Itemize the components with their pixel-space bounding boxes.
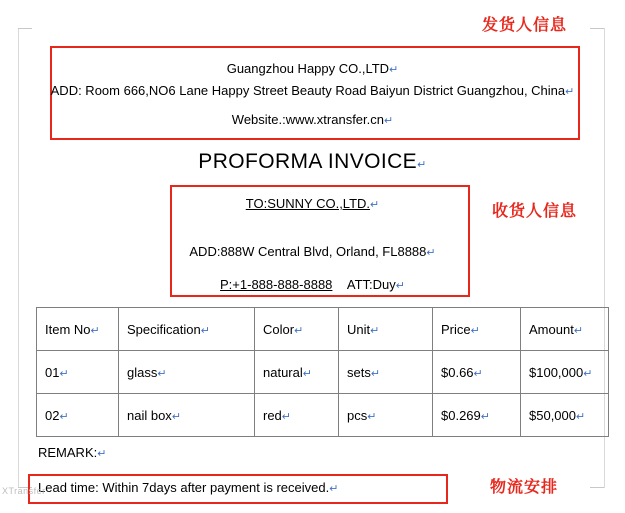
table-cell — [37, 351, 119, 394]
table-cell-text: 02 — [45, 407, 60, 423]
shipper-website-line — [0, 112, 625, 127]
page-corner-top-left — [18, 28, 32, 29]
table-cell — [119, 394, 255, 437]
page-corner-bottom-right — [590, 487, 604, 488]
table-cell-text: $0.269 — [441, 407, 481, 423]
consignee-phone-text: P:+1-888-888-8888 — [220, 277, 333, 292]
paragraph-mark: ↵ — [157, 367, 167, 380]
paragraph-mark: ↵ — [395, 280, 405, 292]
watermark-text: XTransfer — [2, 486, 46, 496]
lead-time-line — [38, 480, 338, 495]
table-header-row — [37, 308, 609, 351]
paragraph-mark: ↵ — [171, 410, 182, 423]
table-cell-text: glass — [127, 364, 158, 380]
table-header-cell — [37, 308, 119, 351]
consignee-attention-text: ATT:Duy — [346, 277, 396, 292]
table-row — [37, 394, 609, 437]
paragraph-mark: ↵ — [370, 324, 380, 337]
paragraph-mark: ↵ — [302, 367, 312, 380]
annotation-label-consignee: 收货人信息 — [492, 201, 578, 220]
consignee-contact-line — [0, 277, 625, 292]
table-cell — [339, 394, 433, 437]
annotation-label-logistics: 物流安排 — [490, 477, 559, 496]
paragraph-mark: ↵ — [367, 410, 377, 423]
paragraph-mark: ↵ — [97, 448, 107, 460]
shipper-company-text: Guangzhou Happy CO.,LTD — [226, 61, 390, 76]
paragraph-mark: ↵ — [389, 64, 399, 76]
table-cell — [255, 351, 339, 394]
table-header-text: Specification — [127, 321, 201, 337]
table-header-text: Unit — [347, 321, 371, 337]
paragraph-mark: ↵ — [200, 324, 210, 337]
paragraph-mark: ↵ — [426, 247, 436, 259]
table-cell-text: nail box — [127, 407, 172, 423]
table-cell-text: $50,000 — [529, 407, 576, 423]
invoice-table — [36, 307, 609, 437]
paragraph-mark: ↵ — [473, 367, 483, 380]
lead-time-text: Lead time: Within 7days after payment is received. — [38, 480, 330, 495]
table-cell-text: natural — [263, 364, 303, 380]
table-cell — [433, 394, 521, 437]
table-cell-text: $0.66 — [441, 364, 474, 380]
table-header-text: Amount — [529, 321, 574, 337]
paragraph-mark: ↵ — [480, 410, 490, 423]
table-row — [37, 351, 609, 394]
table-cell — [433, 351, 521, 394]
table-cell — [255, 394, 339, 437]
table-cell — [521, 394, 609, 437]
paragraph-mark: ↵ — [583, 367, 593, 380]
paragraph-mark: ↵ — [370, 367, 381, 380]
table-cell-text: sets — [347, 364, 371, 380]
paragraph-mark: ↵ — [294, 324, 304, 337]
shipper-website-text: Website.:www.xtransfer.cn — [231, 112, 384, 127]
paragraph-mark: ↵ — [370, 199, 380, 211]
paragraph-mark: ↵ — [281, 410, 292, 423]
table-cell — [119, 351, 255, 394]
table-header-cell — [521, 308, 609, 351]
table-header-text: Color — [263, 321, 295, 337]
table-cell — [521, 351, 609, 394]
shipper-address-line — [0, 83, 625, 98]
page-title — [0, 150, 625, 174]
table-header-cell — [119, 308, 255, 351]
page-corner-top-right — [590, 28, 604, 29]
paragraph-mark: ↵ — [329, 483, 339, 495]
table-cell — [339, 351, 433, 394]
paragraph-mark: ↵ — [59, 367, 69, 380]
paragraph-mark: ↵ — [417, 159, 427, 171]
consignee-to-text: TO:SUNNY CO.,LTD. — [245, 196, 371, 211]
paragraph-mark: ↵ — [384, 115, 394, 127]
table-header-cell — [433, 308, 521, 351]
table-cell-text: pcs — [347, 407, 368, 423]
shipper-company-line — [0, 61, 625, 76]
paragraph-mark: ↵ — [59, 410, 69, 423]
invoice-title-text: PROFORMA INVOICE — [198, 150, 418, 173]
table-cell-text: 01 — [45, 364, 60, 380]
consignee-to-line — [0, 196, 625, 211]
remark-label-text: REMARK: — [38, 445, 98, 460]
table-header-text: Item No — [45, 321, 91, 337]
paragraph-mark: ↵ — [573, 324, 584, 337]
table-header-cell — [255, 308, 339, 351]
paragraph-mark: ↵ — [565, 86, 575, 98]
consignee-address-line — [0, 244, 625, 259]
table-cell-text: $100,000 — [529, 364, 584, 380]
paragraph-mark: ↵ — [90, 324, 100, 337]
consignee-address-text: ADD:888W Central Blvd, Orland, FL8888 — [189, 244, 427, 259]
paragraph-mark: ↵ — [576, 410, 586, 423]
table-header-cell — [339, 308, 433, 351]
shipper-address-text: ADD: Room 666,NO6 Lane Happy Street Beauty Road Baiyun District Guangzhou, China — [50, 83, 566, 98]
paragraph-mark: ↵ — [470, 324, 480, 337]
table-cell-text: red — [263, 407, 282, 423]
table-header-text: Price — [441, 321, 471, 337]
table-cell — [37, 394, 119, 437]
annotation-label-shipper: 发货人信息 — [482, 15, 568, 34]
remark-label-line — [38, 445, 106, 460]
